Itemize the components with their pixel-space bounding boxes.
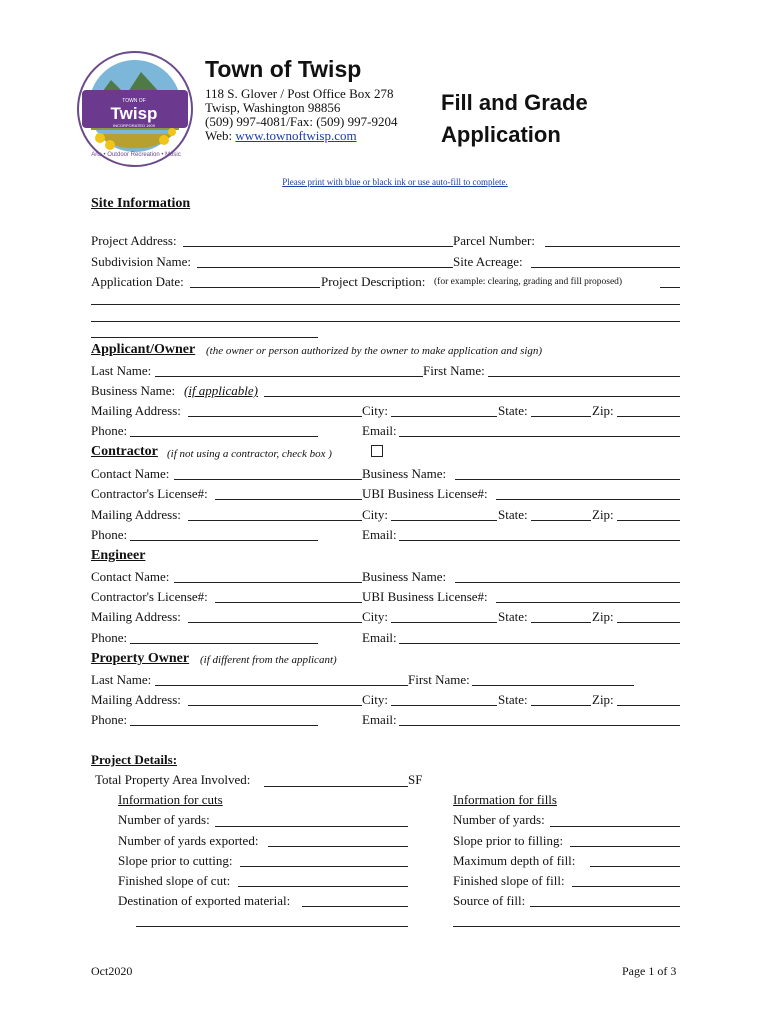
fill-field-2[interactable]: [590, 866, 680, 867]
owner-mailing-field[interactable]: [188, 705, 362, 706]
fill-field-1[interactable]: [570, 846, 680, 847]
engineer-business-field[interactable]: [455, 582, 680, 583]
address-line-2: Twisp, Washington 98856: [205, 100, 341, 115]
subdivision-label: Subdivision Name:: [91, 254, 192, 269]
engineer-city-label: City:: [362, 609, 389, 624]
contractor-state-field[interactable]: [531, 520, 591, 521]
owner-first-name-field[interactable]: [472, 685, 634, 686]
contractor-heading: Contractor: [91, 444, 158, 459]
applicant-zip-label: Zip:: [592, 403, 614, 418]
owner-zip-label: Zip:: [592, 692, 614, 707]
engineer-zip-field[interactable]: [617, 622, 680, 623]
site-acreage-field[interactable]: [531, 267, 680, 268]
applicant-state-label: State:: [498, 403, 528, 418]
contractor-city-field[interactable]: [391, 520, 497, 521]
site-info-heading: Site Information: [91, 196, 191, 211]
applicant-last-name-field[interactable]: [155, 376, 423, 377]
project-address-field[interactable]: [183, 246, 453, 247]
engineer-mailing-field[interactable]: [188, 622, 362, 623]
applicant-zip-field[interactable]: [617, 416, 680, 417]
applicant-city-field[interactable]: [391, 416, 497, 417]
engineer-heading: Engineer: [91, 548, 146, 563]
engineer-license-field[interactable]: [215, 602, 362, 603]
owner-last-name-label: Last Name:: [91, 672, 152, 687]
applicant-first-name-field[interactable]: [488, 376, 680, 377]
contractor-note: (if not using a contractor, check box ): [167, 448, 332, 460]
engineer-phone-field[interactable]: [130, 643, 318, 644]
fill-label-3: Finished slope of fill:: [453, 873, 565, 888]
site-acreage-label: Site Acreage:: [453, 254, 523, 269]
engineer-ubi-label: UBI Business License#:: [362, 589, 488, 604]
applicant-note: (the owner or person authorized by the owner to make application and sign): [206, 345, 543, 357]
fill-field-4[interactable]: [530, 906, 680, 907]
contractor-contact-label: Contact Name:: [91, 466, 170, 481]
project-description-field-0[interactable]: [660, 287, 680, 288]
contractor-license-field[interactable]: [215, 499, 362, 500]
cut-label-0: Number of yards:: [118, 812, 210, 827]
applicant-first-name-label: First Name:: [423, 363, 485, 378]
footer-date: Oct2020: [91, 964, 133, 978]
total-area-unit: SF: [408, 772, 423, 787]
website-link[interactable]: www.townoftwisp.com: [235, 128, 357, 143]
fill-field-0[interactable]: [550, 826, 680, 827]
contractor-zip-field[interactable]: [617, 520, 680, 521]
fill-label-0: Number of yards:: [453, 812, 545, 827]
total-area-label: Total Property Area Involved:: [95, 772, 251, 787]
footer-page-number: Page 1 of 3: [622, 964, 677, 978]
project-description-field-2[interactable]: [91, 321, 680, 322]
owner-state-label: State:: [498, 692, 528, 707]
owner-first-name-label: First Name:: [408, 672, 470, 687]
contractor-mailing-label: Mailing Address:: [91, 507, 181, 522]
contractor-license-label: Contractor's License#:: [91, 486, 208, 501]
logo-ring-text: Arts • Outdoor Recreation • Music: [91, 152, 181, 158]
contractor-email-label: Email:: [362, 527, 397, 542]
owner-phone-label: Phone:: [91, 712, 128, 727]
application-date-label: Application Date:: [91, 274, 184, 289]
owner-mailing-label: Mailing Address:: [91, 692, 181, 707]
contractor-business-field[interactable]: [455, 479, 680, 480]
contractor-ubi-field[interactable]: [496, 499, 680, 500]
logo-top-text: TOWN OF: [122, 98, 146, 104]
fill-field-3[interactable]: [572, 886, 680, 887]
cut-label-2: Slope prior to cutting:: [118, 853, 233, 868]
applicant-phone-label: Phone:: [91, 423, 128, 438]
engineer-state-label: State:: [498, 609, 528, 624]
instruction-text: Please print with blue or black ink or use auto-fill to complete.: [282, 177, 508, 187]
applicant-city-label: City:: [362, 403, 389, 418]
contractor-phone-field[interactable]: [130, 540, 318, 541]
contractor-email-field[interactable]: [399, 540, 680, 541]
engineer-business-label: Business Name:: [362, 569, 447, 584]
application-date-field[interactable]: [190, 287, 320, 288]
applicant-email-label: Email:: [362, 423, 397, 438]
project-address-label: Project Address:: [91, 233, 177, 248]
applicant-mailing-label: Mailing Address:: [91, 403, 181, 418]
engineer-email-field[interactable]: [399, 643, 680, 644]
owner-zip-field[interactable]: [617, 705, 680, 706]
phone-fax: (509) 997-4081/Fax: (509) 997-9204: [205, 114, 398, 129]
cut-field-2[interactable]: [240, 866, 408, 867]
applicant-phone-field[interactable]: [130, 436, 318, 437]
project-description-hint: (for example: clearing, grading and fill proposed): [434, 277, 623, 287]
contractor-city-label: City:: [362, 507, 389, 522]
cut-field-3[interactable]: [238, 886, 408, 887]
owner-last-name-field[interactable]: [155, 685, 408, 686]
engineer-zip-label: Zip:: [592, 609, 614, 624]
parcel-number-field[interactable]: [545, 246, 680, 247]
engineer-state-field[interactable]: [531, 622, 591, 623]
property-owner-heading: Property Owner: [91, 651, 190, 666]
applicant-business-hint: (if applicable): [184, 383, 259, 398]
property-owner-note: (if different from the applicant): [200, 654, 337, 666]
cut-label-1: Number of yards exported:: [118, 833, 259, 848]
applicant-email-field[interactable]: [399, 436, 680, 437]
owner-email-field[interactable]: [399, 725, 680, 726]
applicant-mailing-field[interactable]: [188, 416, 362, 417]
engineer-contact-label: Contact Name:: [91, 569, 170, 584]
contractor-contact-field[interactable]: [174, 479, 362, 480]
contractor-business-label: Business Name:: [362, 466, 447, 481]
cut-label-3: Finished slope of cut:: [118, 873, 231, 888]
fill-field-5[interactable]: [453, 926, 680, 927]
engineer-city-field[interactable]: [391, 622, 497, 623]
project-details-heading: Project Details:: [91, 752, 178, 767]
parcel-number-label: Parcel Number:: [453, 233, 535, 248]
contractor-mailing-field[interactable]: [188, 520, 362, 521]
fill-label-4: Source of fill:: [453, 893, 526, 908]
subdivision-field[interactable]: [197, 267, 453, 268]
applicant-last-name-label: Last Name:: [91, 363, 152, 378]
owner-city-label: City:: [362, 692, 389, 707]
engineer-ubi-field[interactable]: [496, 602, 680, 603]
form-title-line-2: Application: [441, 122, 561, 147]
logo-town-name: Twisp: [110, 104, 158, 123]
cut-field-1[interactable]: [268, 846, 408, 847]
form-title-line-1: Fill and Grade: [441, 90, 588, 115]
engineer-email-label: Email:: [362, 630, 397, 645]
contractor-state-label: State:: [498, 507, 528, 522]
website-label: Web:: [205, 128, 236, 143]
owner-email-label: Email:: [362, 712, 397, 727]
total-area-field[interactable]: [264, 786, 408, 787]
project-description-label: Project Description:: [321, 274, 426, 289]
owner-state-field[interactable]: [531, 705, 591, 706]
town-name: Town of Twisp: [205, 56, 362, 82]
project-description-field-1[interactable]: [91, 304, 680, 305]
cut-field-4[interactable]: [302, 906, 408, 907]
fills-heading: Information for fills: [453, 792, 557, 807]
owner-city-field[interactable]: [391, 705, 497, 706]
applicant-business-label: Business Name:: [91, 383, 176, 398]
no-contractor-checkbox[interactable]: [371, 445, 383, 457]
applicant-business-field[interactable]: [264, 396, 680, 397]
cut-field-0[interactable]: [215, 826, 408, 827]
address-line-1: 118 S. Glover / Post Office Box 278: [205, 86, 394, 101]
website: [205, 128, 357, 144]
engineer-phone-label: Phone:: [91, 630, 128, 645]
applicant-heading: Applicant/Owner: [91, 342, 196, 357]
fill-label-2: Maximum depth of fill:: [453, 853, 576, 868]
contractor-ubi-label: UBI Business License#:: [362, 486, 488, 501]
logo-incorporated: INCORPORATED 1909: [113, 123, 155, 128]
engineer-mailing-label: Mailing Address:: [91, 609, 181, 624]
engineer-license-label: Contractor's License#:: [91, 589, 208, 604]
engineer-contact-field[interactable]: [174, 582, 362, 583]
contractor-phone-label: Phone:: [91, 527, 128, 542]
cuts-heading: Information for cuts: [118, 792, 223, 807]
cut-field-5[interactable]: [136, 926, 408, 927]
contractor-zip-label: Zip:: [592, 507, 614, 522]
project-description-field-3[interactable]: [91, 337, 318, 338]
cut-label-4: Destination of exported material:: [118, 893, 291, 908]
fill-label-1: Slope prior to filling:: [453, 833, 564, 848]
applicant-state-field[interactable]: [531, 416, 591, 417]
owner-phone-field[interactable]: [130, 725, 318, 726]
